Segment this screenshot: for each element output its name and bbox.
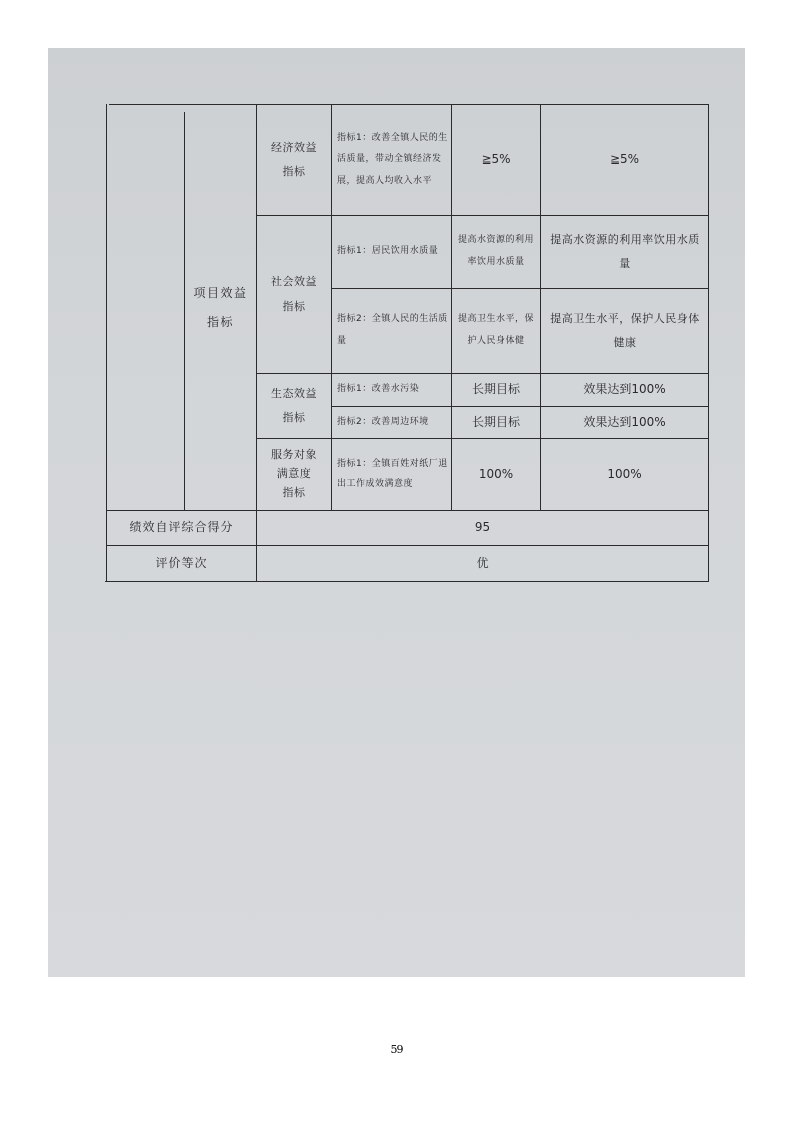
sub-category-label: 社会效益 指标	[271, 275, 317, 313]
target-cell: 100%	[478, 466, 514, 481]
sub-category-label: 经济效益 指标	[271, 140, 317, 178]
target-cell: ≧5%	[481, 152, 511, 167]
table-border-left	[106, 104, 107, 581]
table-border-bottom	[105, 581, 709, 582]
actual-cell: 100%	[607, 466, 642, 481]
actual-cell: 效果达到100%	[583, 382, 666, 397]
indicator-cell: 指标2：全镇人民的生活质量	[337, 314, 448, 346]
target-cell: 提高水资源的利用率饮用水质量	[457, 235, 534, 267]
indicator-cell: 指标1：改善水污染	[337, 384, 420, 395]
sub-category-label: 服务对象 满意度 指标	[271, 448, 317, 499]
document-sheet	[48, 48, 745, 977]
page-number: 59	[390, 1043, 403, 1056]
table-border-right	[708, 104, 709, 581]
scanned-page	[48, 48, 745, 977]
grade-label: 评价等次	[155, 555, 208, 570]
target-cell: 长期目标	[471, 414, 520, 429]
indicator-cell: 指标2：改善周边环境	[337, 416, 429, 427]
performance-table	[48, 48, 745, 648]
score-label: 绩效自评综合得分	[129, 520, 234, 535]
actual-cell: 效果达到100%	[583, 414, 666, 429]
indicator-cell: 指标1：居民饮用水质量	[337, 246, 439, 257]
category-label: 项目效益 指标	[193, 285, 248, 329]
score-value: 95	[474, 520, 491, 535]
indicator-cell: 指标1：全镇百姓对纸厂退出工作成效满意度	[337, 458, 448, 489]
col-divider	[331, 104, 332, 510]
sub-category-label: 生态效益 指标	[271, 386, 317, 424]
target-cell: 提高卫生水平，保护人民身体健	[457, 314, 534, 346]
grade-value: 优	[476, 555, 489, 570]
indicator-cell: 指标1：改善全镇人民的生活质量，带动全镇经济发展，提高人均收入水平	[337, 132, 448, 186]
actual-cell: 提高卫生水平，保护人民身体健康	[550, 311, 700, 349]
target-cell: 长期目标	[471, 382, 520, 397]
actual-cell: ≧5%	[609, 152, 640, 167]
actual-cell: 提高水资源的利用率饮用水质量	[550, 232, 700, 270]
